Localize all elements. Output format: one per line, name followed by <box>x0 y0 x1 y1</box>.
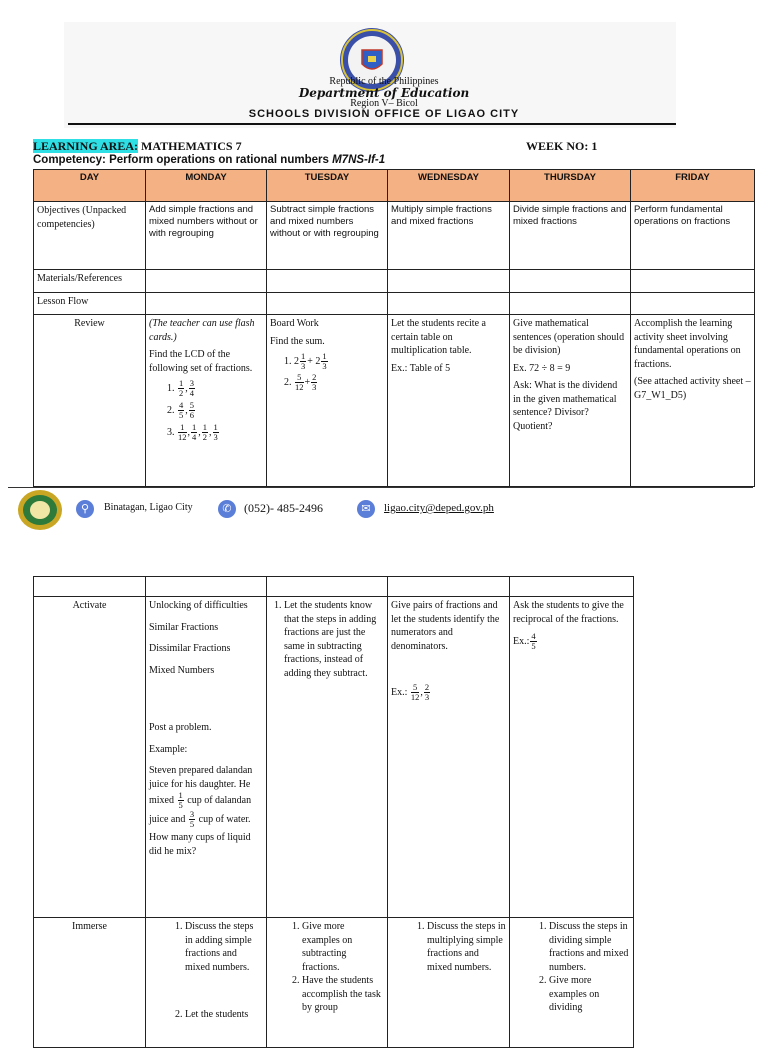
activate-wednesday-example: Ex.: $\frac{5}{12}$ , $\frac{2}{3}$ <box>391 682 430 702</box>
thursday-header: THURSDAY <box>510 170 631 202</box>
activate-row <box>34 597 634 918</box>
day-header-row <box>34 170 755 202</box>
footer-phone: (052)- 485-2496 <box>244 501 323 515</box>
review-monday <box>146 315 267 487</box>
fraction: $\frac{1}{12}$ <box>178 422 187 442</box>
footer-address: Binatagan, Ligao City <box>104 502 193 513</box>
immerse-monday-item: 1. Discuss the steps in adding simple fractions and mixed numbers. <box>185 920 263 974</box>
lesson-flow-label: Lesson Flow <box>34 293 146 315</box>
immerse-thursday-item: 1. Discuss the steps in dividing simple fractions and mixed numbers. <box>549 920 630 974</box>
immerse-tuesday <box>267 918 388 1048</box>
footer-rule <box>8 487 753 488</box>
materials-label: Materials/References <box>34 270 146 293</box>
fraction: $\frac{5}{6}$ <box>189 400 194 420</box>
immerse-tuesday-item: 1. Give more examples on subtracting fractions. <box>302 920 384 974</box>
activate-wednesday <box>388 597 510 918</box>
lcd-item-1: 1. $\frac{1}{2}$ , $\frac{3}{4}$ <box>167 378 194 398</box>
phone-icon: ✆ <box>218 500 236 518</box>
friday-header: FRIDAY <box>631 170 755 202</box>
objectives-thursday: Divide simple fractions and mixed fractions <box>510 202 631 270</box>
lesson-flow-row <box>34 293 755 315</box>
fraction: $\frac{1}{4}$ <box>192 422 197 442</box>
fraction: $\frac{4}{5}$ <box>179 400 184 420</box>
activate-text: Mixed Numbers <box>149 664 215 676</box>
review-wednesday-b: Ex.: Table of 5 <box>391 362 451 374</box>
lesson-plan-table-bottom <box>33 576 634 1048</box>
activate-text: Post a problem. <box>149 722 212 733</box>
lcd-item-3: 3. $\frac{1}{12}$ , $\frac{1}{4}$ , $\frac{1}{2}$ , $\frac{1}{3}$ <box>167 422 218 442</box>
competency-text: Perform operations on rational numbers <box>109 154 329 166</box>
activate-monday <box>146 597 267 918</box>
learning-area-value: MATHEMATICS 7 <box>141 139 242 153</box>
region-text: Region V– Bicol <box>350 98 418 109</box>
review-wednesday-a: Let the students recite a certain table on multiplication table. <box>391 318 486 356</box>
activate-label: Activate <box>34 597 146 918</box>
learning-area <box>33 139 242 154</box>
materials-row <box>34 270 755 293</box>
competency-label: Competency: <box>33 154 106 166</box>
day-header: DAY <box>34 170 146 202</box>
lcd-item-2: 2. $\frac{4}{5}$ , $\frac{5}{6}$ <box>167 400 194 420</box>
learning-area-label: LEARNING AREA: <box>33 139 139 153</box>
review-monday-task: Find the LCD of the following set of fractions. <box>149 349 253 374</box>
review-tuesday-a: Board Work <box>270 318 319 329</box>
immerse-tuesday-item: 2. Have the students accomplish the task by group <box>302 974 384 1015</box>
sum-item-2: 2. $\frac{5}{12}$ + $\frac{2}{3}$ <box>284 372 317 392</box>
immerse-row <box>34 918 634 1048</box>
monday-header: MONDAY <box>146 170 267 202</box>
fraction: $\frac{1}{2}$ <box>179 378 184 398</box>
lesson-plan-table-top <box>33 169 755 487</box>
review-friday <box>631 315 755 487</box>
review-tuesday-b: Find the sum. <box>270 335 325 347</box>
competency-code: M7NS-If-1 <box>332 154 386 166</box>
review-friday-b: (See attached activity sheet – G7_W1_D5) <box>634 376 751 401</box>
review-thursday-a: Give mathematical sentences (operation should be division) <box>513 318 625 356</box>
review-thursday <box>510 315 631 487</box>
tuesday-header: TUESDAY <box>267 170 388 202</box>
review-thursday-c: Ask: What is the dividend in the given mathematical sentence? Divisor? Quotient? <box>513 380 618 432</box>
fraction: $\frac{1}{2}$ <box>202 422 207 442</box>
immerse-thursday <box>510 918 634 1048</box>
objectives-tuesday: Subtract simple fractions and mixed numbers without or with regrouping <box>267 202 388 270</box>
sum-item-1: 1. 2 $\frac{1}{3}$ + 2 $\frac{1}{3}$ <box>284 351 327 371</box>
review-friday-a: Accomplish the learning activity sheet involving fundamental operations on fractions. <box>634 318 741 370</box>
review-label: Review <box>34 315 146 487</box>
activate-wednesday-a: Give pairs of fractions and let the students identify the numerators and denominators. <box>391 600 500 652</box>
review-row <box>34 315 755 487</box>
department-text: Department of Education <box>298 86 470 100</box>
activate-text: Example: <box>149 743 188 755</box>
review-thursday-b: Ex. 72 ÷ 8 = 9 <box>513 362 571 374</box>
activate-thursday-example: Ex.: $\frac{4}{5}$ <box>513 631 536 651</box>
email-icon: ✉ <box>357 500 375 518</box>
division-text: SCHOOLS DIVISION OFFICE OF LIGAO CITY <box>248 108 520 120</box>
activate-text: Dissimilar Fractions <box>149 643 231 654</box>
week-number: WEEK NO: 1 <box>526 139 598 153</box>
immerse-thursday-item: 2. Give more examples on dividing <box>549 974 630 1015</box>
review-wednesday <box>388 315 510 487</box>
activate-thursday-a: Ask the students to give the reciprocal of the fractions. <box>513 600 624 625</box>
objectives-row <box>34 202 755 270</box>
objectives-friday: Perform fundamental operations on fractions <box>631 202 755 270</box>
immerse-wednesday <box>388 918 510 1048</box>
activate-thursday <box>510 597 634 918</box>
activate-text: Similar Fractions <box>149 621 219 633</box>
footer-email[interactable]: ligao.city@deped.gov.ph <box>384 502 494 514</box>
wednesday-header: WEDNESDAY <box>388 170 510 202</box>
problem-text: Steven prepared dalandan juice for his daughter. He mixed $\frac{1}{5}$ cup of dalandan juice and $\frac{3}{5}$ cup of water. <box>149 765 253 829</box>
review-monday-note: (The teacher can use flash cards.) <box>149 318 255 343</box>
activate-text: Unlocking of difficulties <box>149 600 248 611</box>
republic-text: Republic of the Philippines <box>329 76 439 87</box>
immerse-wednesday-item: 1. Discuss the steps in multiplying simple fractions and mixed numbers. <box>427 920 506 974</box>
fraction: $\frac{3}{4}$ <box>189 378 194 398</box>
objectives-monday: Add simple fractions and mixed numbers without or with regrouping <box>146 202 267 270</box>
immerse-label: Immerse <box>34 918 146 1048</box>
blank-row <box>34 577 634 597</box>
immerse-monday-item: 2. Let the students <box>185 1008 263 1022</box>
objectives-label: Objectives (Unpacked competencies) <box>34 202 146 270</box>
activate-tuesday <box>267 597 388 918</box>
competency <box>33 154 385 166</box>
objectives-wednesday: Multiply simple fractions and mixed fractions <box>388 202 510 270</box>
problem-question: How many cups of liquid did he mix? <box>149 832 251 857</box>
division-seal-icon <box>17 489 63 531</box>
immerse-monday <box>146 918 267 1048</box>
fraction: $\frac{1}{3}$ <box>213 422 218 442</box>
activate-tuesday-item: 1. Let the students know that the steps in adding fractions are just the same in subtracting fractions, instead of adding they subtract. <box>284 599 384 680</box>
review-tuesday <box>267 315 388 487</box>
header-rule <box>68 123 676 125</box>
location-icon: ⚲ <box>76 500 94 518</box>
